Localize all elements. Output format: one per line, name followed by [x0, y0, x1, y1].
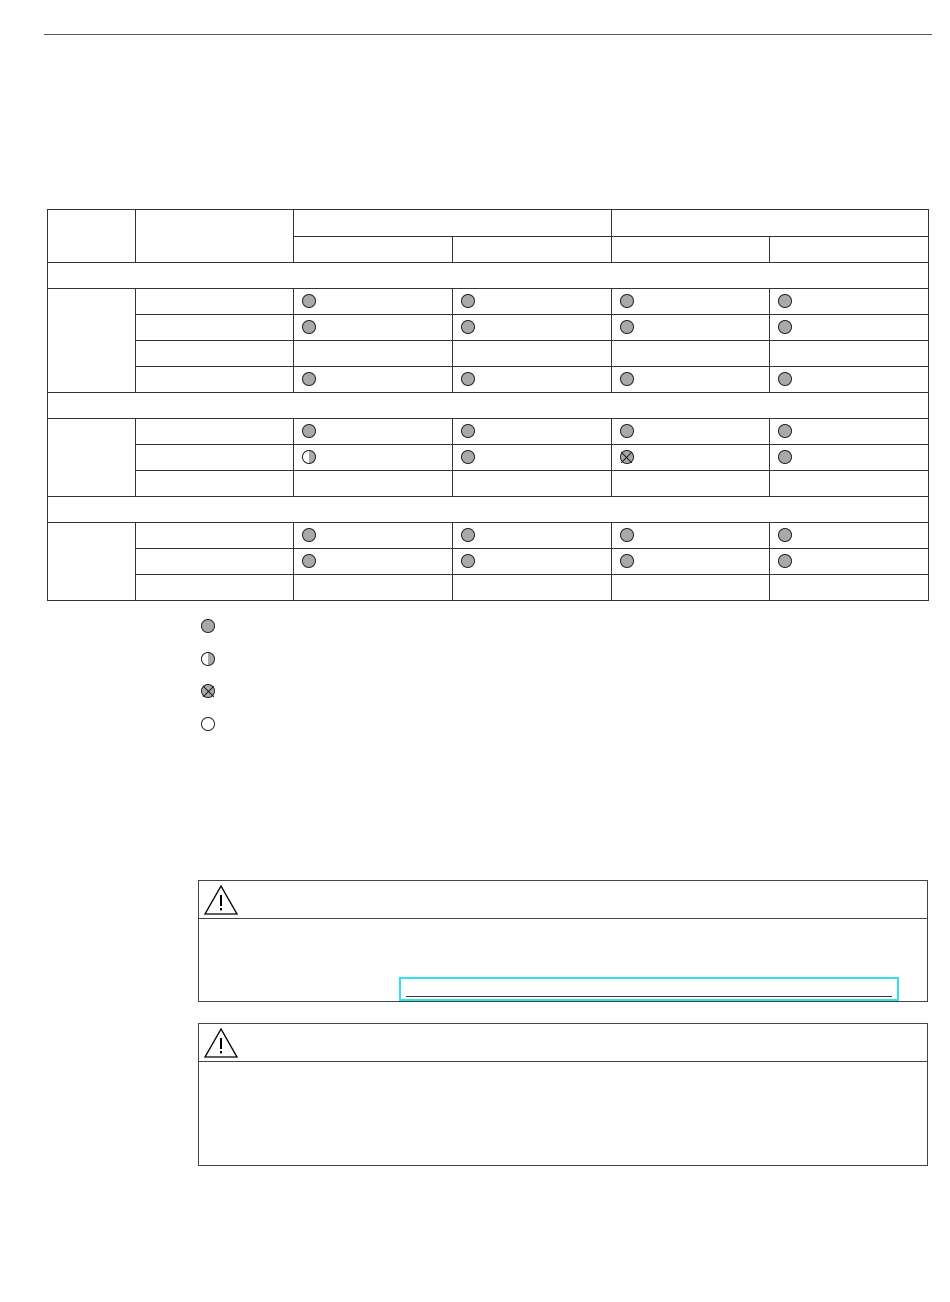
full-circle-icon — [461, 372, 475, 386]
full-circle-icon — [461, 528, 475, 542]
legend-item — [201, 708, 225, 741]
full-circle-icon — [461, 554, 475, 568]
symbol-cell — [611, 367, 770, 393]
section-row — [48, 497, 929, 523]
symbol-cell — [452, 575, 611, 601]
header-cell-column-group-1 — [294, 210, 612, 237]
subheader-cell — [770, 237, 929, 263]
symbol-cell — [452, 341, 611, 367]
header-cell-group — [48, 210, 136, 263]
full-circle-icon — [778, 294, 792, 308]
full-circle-icon — [620, 294, 634, 308]
table-row — [48, 549, 929, 575]
symbol-cell — [294, 523, 453, 549]
symbol-cell — [770, 419, 929, 445]
symbol-cell — [770, 445, 929, 471]
symbol-cell — [294, 471, 453, 497]
full-circle-icon — [778, 424, 792, 438]
legend-item — [201, 675, 225, 708]
symbol-cell — [770, 523, 929, 549]
group-label-cell — [48, 419, 136, 497]
table-row — [48, 289, 929, 315]
symbol-cell — [452, 315, 611, 341]
header-cell-column-group-2 — [611, 210, 929, 237]
symbol-cell — [452, 523, 611, 549]
section-row — [48, 263, 929, 289]
symbol-cell — [611, 419, 770, 445]
warning-triangle-icon — [203, 884, 239, 916]
table-row — [48, 445, 929, 471]
header-rule — [44, 34, 932, 35]
symbol-cell — [452, 289, 611, 315]
symbol-cell — [770, 367, 929, 393]
symbol-cell — [294, 575, 453, 601]
symbol-cell — [611, 549, 770, 575]
symbol-cell — [294, 367, 453, 393]
section-cell — [48, 393, 929, 419]
full-circle-icon — [461, 320, 475, 334]
full-circle-icon — [778, 554, 792, 568]
table-row — [48, 471, 929, 497]
symbol-cell — [452, 445, 611, 471]
full-circle-icon — [778, 450, 792, 464]
item-label-cell — [136, 471, 294, 497]
legend-item — [201, 610, 225, 643]
crossed-circle-icon — [620, 450, 634, 464]
full-circle-icon — [461, 424, 475, 438]
header-cell-item — [136, 210, 294, 263]
full-circle-icon — [302, 424, 316, 438]
table-row — [48, 367, 929, 393]
symbol-cell — [452, 419, 611, 445]
full-circle-icon — [461, 450, 475, 464]
item-label-cell — [136, 341, 294, 367]
full-circle-icon — [620, 320, 634, 334]
symbol-cell — [294, 341, 453, 367]
legend-symbol-icon — [201, 684, 215, 698]
warning-triangle-icon — [203, 1027, 239, 1059]
reference-link[interactable] — [399, 977, 899, 1001]
compatibility-table — [47, 209, 929, 601]
symbol-cell — [294, 289, 453, 315]
symbol-cell — [611, 523, 770, 549]
item-label-cell — [136, 575, 294, 601]
symbol-cell — [611, 445, 770, 471]
item-label-cell — [136, 445, 294, 471]
symbol-cell — [770, 575, 929, 601]
warning-header — [199, 1024, 927, 1062]
table-row — [48, 419, 929, 445]
section-row — [48, 393, 929, 419]
warning-box — [198, 880, 928, 1002]
full-circle-icon — [620, 554, 634, 568]
item-label-cell — [136, 419, 294, 445]
legend-symbol-icon — [201, 717, 215, 731]
item-label-cell — [136, 367, 294, 393]
group-label-cell — [48, 523, 136, 601]
symbol-cell — [294, 315, 453, 341]
warning-header — [199, 881, 927, 919]
table-row — [48, 523, 929, 549]
full-circle-icon — [620, 528, 634, 542]
group-label-cell — [48, 289, 136, 393]
full-circle-icon — [461, 294, 475, 308]
legend-symbol-icon — [201, 619, 215, 633]
full-circle-icon — [620, 372, 634, 386]
subheader-cell — [294, 237, 453, 263]
symbol-legend — [201, 610, 225, 740]
symbol-cell — [452, 471, 611, 497]
symbol-cell — [452, 367, 611, 393]
symbol-cell — [611, 575, 770, 601]
symbol-cell — [770, 289, 929, 315]
item-label-cell — [136, 315, 294, 341]
full-circle-icon — [302, 372, 316, 386]
symbol-cell — [294, 419, 453, 445]
warning-box — [198, 1023, 928, 1166]
table-row — [48, 341, 929, 367]
symbol-cell — [611, 471, 770, 497]
symbol-cell — [452, 549, 611, 575]
item-label-cell — [136, 523, 294, 549]
symbol-cell — [770, 341, 929, 367]
item-label-cell — [136, 289, 294, 315]
full-circle-icon — [302, 528, 316, 542]
symbol-cell — [770, 549, 929, 575]
full-circle-icon — [302, 320, 316, 334]
symbol-cell — [294, 445, 453, 471]
full-circle-icon — [778, 320, 792, 334]
symbol-cell — [611, 289, 770, 315]
table-row — [48, 315, 929, 341]
full-circle-icon — [302, 294, 316, 308]
full-circle-icon — [302, 554, 316, 568]
section-cell — [48, 263, 929, 289]
table-header-row — [48, 210, 929, 237]
full-circle-icon — [620, 424, 634, 438]
subheader-cell — [611, 237, 770, 263]
table-row — [48, 575, 929, 601]
legend-item — [201, 643, 225, 676]
item-label-cell — [136, 549, 294, 575]
full-circle-icon — [778, 528, 792, 542]
section-cell — [48, 497, 929, 523]
full-circle-icon — [778, 372, 792, 386]
half-circle-icon — [302, 450, 316, 464]
symbol-cell — [770, 315, 929, 341]
subheader-cell — [452, 237, 611, 263]
symbol-cell — [770, 471, 929, 497]
symbol-cell — [611, 341, 770, 367]
symbol-cell — [294, 549, 453, 575]
legend-symbol-icon — [201, 652, 215, 666]
symbol-cell — [611, 315, 770, 341]
